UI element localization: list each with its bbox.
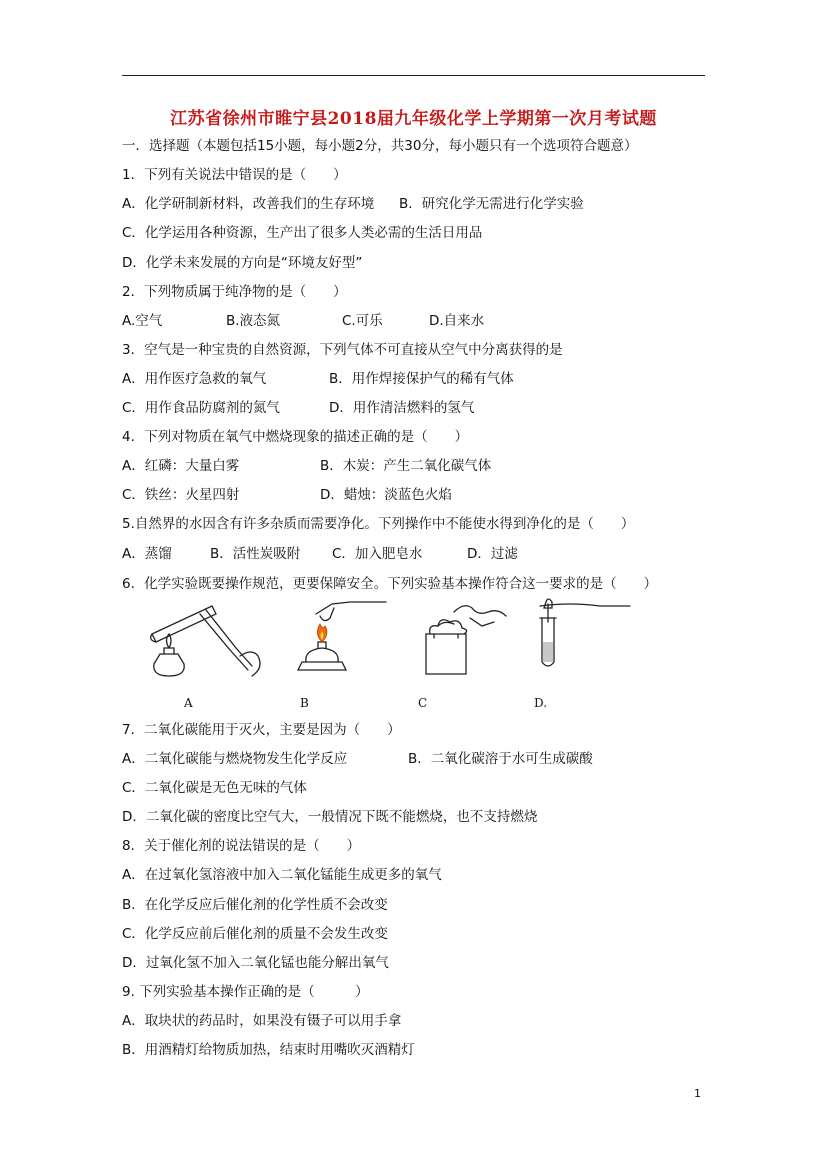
question-2-stem: 2．下列物质属于纯净物的是（ ） (122, 284, 347, 300)
option-d: D．二氧化碳的密度比空气大，一般情况下既不能燃烧，也不支持燃烧 (122, 809, 538, 825)
option-a: A．蒸馏 (122, 546, 172, 562)
option-b: B.液态氮 (226, 313, 281, 329)
question-4-stem: 4．下列对物质在氧气中燃烧现象的描述正确的是（ ） (122, 429, 469, 445)
question-6-stem: 6．化学实验既要操作规范，更要保障安全。下列实验基本操作符合这一要求的是（ ） (122, 576, 658, 592)
figure-a-heating-test-tube (140, 598, 270, 680)
question-4-options-ab (122, 457, 722, 475)
question-3-options-ab (122, 370, 722, 388)
option-d: D．蜡烛：淡蓝色火焰 (320, 487, 452, 503)
option-a: A．化学研制新材料，改善我们的生存环境 (122, 196, 375, 212)
option-b: B．木炭：产生二氧化碳气体 (320, 458, 492, 474)
option-d: D.自来水 (429, 313, 485, 329)
page-title: 江苏省徐州市睢宁县2018届九年级化学上学期第一次月考试题 (170, 109, 657, 129)
figure-c-smelling-gas (410, 598, 520, 680)
figure-d-dropper-into-test-tube (530, 598, 640, 680)
figure-label-d: D. (534, 696, 548, 710)
question-8-stem: 8．关于催化剂的说法错误的是（ ） (122, 838, 361, 854)
option-a: A.空气 (122, 313, 163, 329)
option-b: B．二氧化碳溶于水可生成碳酸 (408, 751, 593, 767)
question-7-stem: 7．二氧化碳能用于灭火，主要是因为（ ） (122, 722, 401, 738)
question-1-options-ab (122, 195, 722, 213)
section-heading: 一．选择题（本题包括15小题，每小题2分，共30分，每小题只有一个选项符合题意） (122, 138, 638, 154)
option-c: C．化学反应前后催化剂的质量不会发生改变 (122, 926, 388, 942)
question-2-options (122, 312, 722, 330)
option-b: B．用作焊接保护气的稀有气体 (329, 371, 514, 387)
figure-b-lighting-alcohol-lamp (290, 598, 400, 680)
question-3-options-cd (122, 399, 722, 417)
option-b: B．用酒精灯给物质加热，结束时用嘴吹灭酒精灯 (122, 1042, 415, 1058)
option-c: C．二氧化碳是无色无味的气体 (122, 780, 307, 796)
header-rule (122, 75, 705, 76)
option-a: A．红磷：大量白雾 (122, 458, 240, 474)
option-b: B．研究化学无需进行化学实验 (399, 196, 584, 212)
option-d: D．用作清洁燃料的氢气 (329, 400, 475, 416)
figure-label-a: A (184, 696, 193, 710)
question-5-stem: 5.自然界的水因含有许多杂质而需要净化。下列操作中不能使水得到净化的是（ ） (122, 516, 635, 532)
option-a: A．在过氧化氢溶液中加入二氧化锰能生成更多的氧气 (122, 867, 442, 883)
option-c: C．用作食品防腐剂的氮气 (122, 400, 280, 416)
question-1-stem: 1．下列有关说法中错误的是（ ） (122, 167, 347, 183)
figure-label-c: C (418, 696, 428, 710)
question-7-options-ab (122, 750, 722, 768)
option-a: A．二氧化碳能与燃烧物发生化学反应 (122, 751, 348, 767)
option-c: C．铁丝：火星四射 (122, 487, 240, 503)
option-d: D．化学未来发展的方向是“环境友好型” (122, 255, 363, 271)
option-a: A．取块状的药品时，如果没有镊子可以用手拿 (122, 1013, 402, 1029)
question-9-stem: 9. 下列实验基本操作正确的是（ ） (122, 984, 369, 1000)
option-c: C．加入肥皂水 (332, 546, 423, 562)
question-3-stem: 3．空气是一种宝贵的自然资源，下列气体不可直接从空气中分离获得的是 (122, 342, 563, 358)
option-c: C.可乐 (342, 313, 383, 329)
option-c: C．化学运用各种资源，生产出了很多人类必需的生活日用品 (122, 225, 483, 241)
option-b: B．活性炭吸附 (210, 546, 301, 562)
option-d: D．过氧化氢不加入二氧化锰也能分解出氧气 (122, 955, 389, 971)
question-4-options-cd (122, 486, 722, 504)
page-number: 1 (694, 1087, 701, 1100)
option-d: D．过滤 (467, 546, 518, 562)
question-5-options (122, 545, 722, 563)
figure-label-b: B (300, 696, 309, 710)
option-b: B．在化学反应后催化剂的化学性质不会改变 (122, 897, 388, 913)
question-6-figures (0, 598, 827, 698)
option-a: A．用作医疗急救的氧气 (122, 371, 267, 387)
